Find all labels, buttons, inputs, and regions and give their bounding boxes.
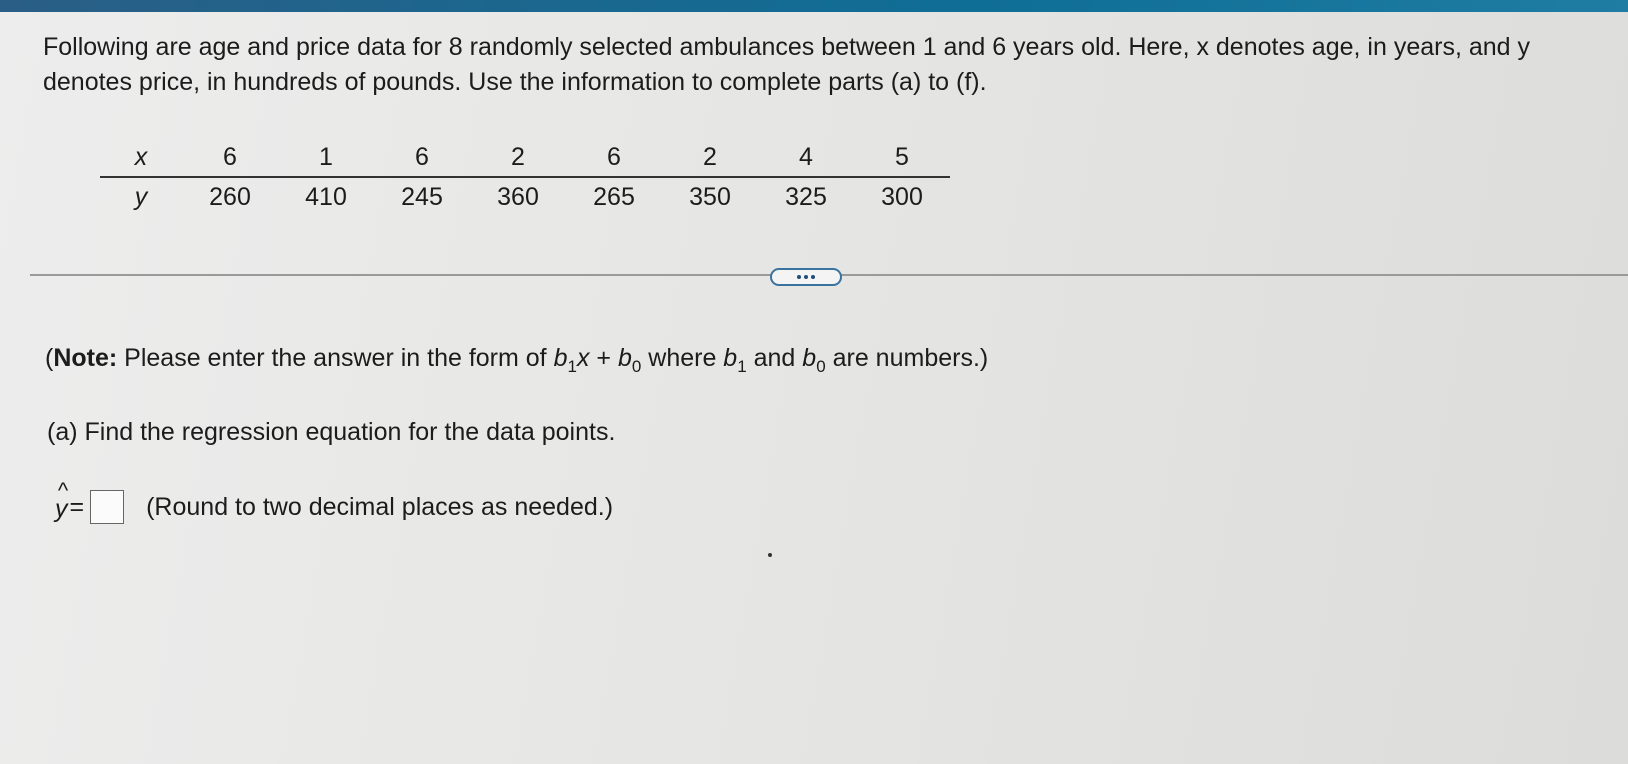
hat-icon: ^: [57, 477, 69, 503]
x-label: x: [100, 138, 182, 177]
y-value: 245: [401, 182, 443, 211]
x-value: 1: [278, 138, 374, 177]
x-value: 2: [662, 138, 758, 177]
ellipsis-icon: [797, 275, 801, 279]
answer-row: [55, 477, 614, 524]
table-row-y: [100, 177, 950, 216]
data-table: [100, 138, 950, 216]
y-value: 300: [881, 182, 923, 211]
question-intro: Following are age and price data for 8 randomly selected ambulances between 1 and 6 years old. Here, x denotes age, in years, and y denotes price, in hundreds of pounds. Use the information to complete parts (a) to (f).: [43, 33, 1530, 96]
part-a-prompt: (a) Find the regression equation for the data points.: [47, 418, 616, 446]
y-label: y: [134, 182, 148, 211]
x-value: 2: [470, 138, 566, 177]
top-accent-bar: [0, 0, 1628, 12]
ellipsis-icon: [804, 275, 808, 279]
y-value: 350: [689, 182, 731, 211]
x-value: 6: [182, 138, 278, 177]
regression-equation-input[interactable]: [90, 490, 124, 524]
note-label: Note:: [53, 344, 118, 372]
x-value: 6: [374, 138, 470, 177]
x-value: 6: [566, 138, 662, 177]
table-row-x: [100, 138, 950, 177]
dust-speck: [768, 553, 772, 557]
x-value: 4: [758, 138, 854, 177]
equals-sign: =: [69, 492, 85, 521]
y-value: 265: [593, 182, 635, 211]
show-more-button[interactable]: [770, 268, 842, 286]
y-value: 410: [305, 182, 347, 211]
x-value: 5: [854, 138, 950, 177]
y-value: 325: [785, 182, 827, 211]
y-hat-symbol: ^ y: [55, 491, 68, 524]
answer-format-note: (Note: Please enter the answer in the form of $b_1x + b_0$ where $b_1$ and $b_0$ are numbers.): [45, 344, 989, 376]
rounding-hint: (Round to two decimal places as needed.): [146, 492, 614, 521]
y-value: 260: [209, 182, 251, 211]
y-value: 360: [497, 182, 539, 211]
ellipsis-icon: [811, 275, 815, 279]
